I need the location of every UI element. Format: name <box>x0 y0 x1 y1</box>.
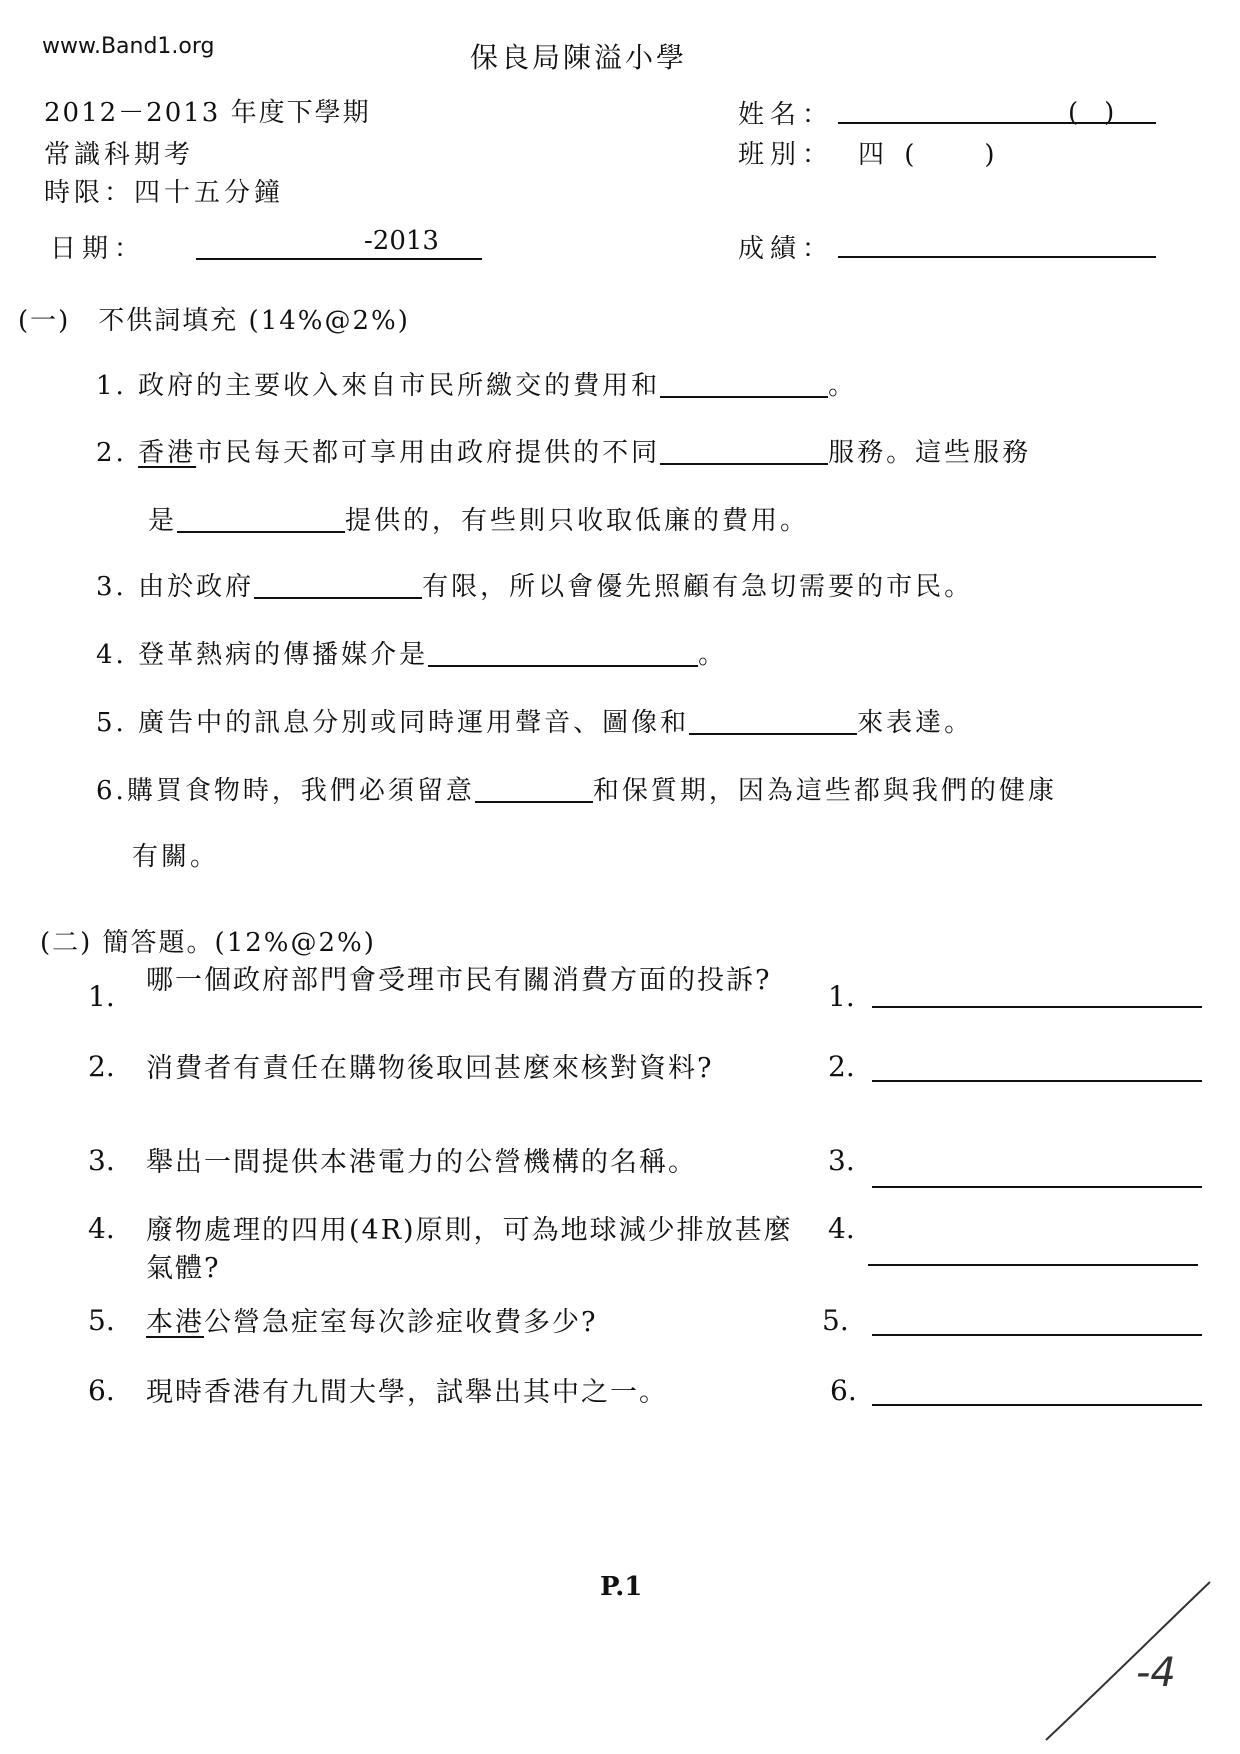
time-limit: 時限：四十五分鐘 <box>44 178 285 208</box>
q-text: 市民每天都可享用由政府提供的不同 <box>196 438 661 468</box>
answer-blank[interactable] <box>428 637 698 667</box>
watermark: www.Band1.org <box>42 34 215 59</box>
section1-q4 <box>96 634 727 671</box>
page-number: P.1 <box>600 1572 643 1602</box>
q-text: 提供的，有些則只收取低廉的費用。 <box>345 506 810 536</box>
class-number-paren: ( ) <box>1068 98 1115 128</box>
answer-line[interactable] <box>872 1184 1202 1188</box>
section1-q2-line2 <box>148 500 809 537</box>
q-text: 有限，所以會優先照顧有急切需要的市民。 <box>422 572 974 602</box>
answer-number: 3. <box>828 1144 855 1177</box>
answer-blank[interactable] <box>475 773 593 803</box>
grader-mark <box>1030 1570 1230 1750</box>
q-text: 廢物處理的四用(4R)原則，可為地球減少排放甚麼氣體? <box>146 1215 793 1284</box>
score-field[interactable] <box>838 226 1156 258</box>
q-text: 來表達。 <box>857 708 974 738</box>
score-label: 成績： <box>738 234 835 264</box>
q-text: 消費者有責任在購物後取回甚麼來核對資料? <box>146 1053 714 1084</box>
grader-score: -4 <box>1136 1650 1176 1696</box>
q-number: 5. <box>96 708 127 738</box>
class-label: 班別： <box>738 140 835 170</box>
answer-line[interactable] <box>868 1262 1198 1266</box>
term: 2012－2013 年度下學期 <box>44 98 371 128</box>
section1-q5 <box>96 702 973 739</box>
q-place-name: 香港 <box>138 438 197 468</box>
subject: 常識科期考 <box>44 140 195 170</box>
q-text: 政府的主要收入來自市民所繳交的費用和 <box>138 371 661 401</box>
q-end: 。 <box>828 371 858 401</box>
q-number: 1. <box>88 980 115 1013</box>
name-field[interactable] <box>838 92 1156 128</box>
q-number: 6. <box>96 776 127 806</box>
name-label: 姓名： <box>738 100 835 130</box>
answer-number: 6. <box>830 1374 857 1407</box>
q-text: 登革熱病的傳播媒介是 <box>138 640 429 670</box>
q-text: 廣告中的訊息分別或同時運用聲音、圖像和 <box>138 708 690 738</box>
answer-blank[interactable] <box>254 569 422 599</box>
answer-line[interactable] <box>872 1402 1202 1406</box>
q-place-name: 本港 <box>146 1307 204 1338</box>
q-number: 3. <box>96 572 127 602</box>
section1-q6-line1 <box>96 770 1057 807</box>
q-text: 是 <box>148 506 178 536</box>
q-number: 5. <box>88 1304 115 1337</box>
q-number: 6. <box>88 1374 115 1407</box>
q-number: 2. <box>96 438 127 468</box>
answer-blank[interactable] <box>660 368 828 398</box>
section1-title: (一) 不供詞填充 (14%@2%) <box>18 306 410 336</box>
section1-q6-line2: 有關。 <box>132 842 220 872</box>
q-end: 。 <box>698 640 728 670</box>
q-text <box>146 1304 816 1342</box>
section1-q3 <box>96 566 973 603</box>
q-text: 服務。這些服務 <box>828 438 1032 468</box>
answer-blank[interactable] <box>689 705 857 735</box>
q-number: 4. <box>88 1212 115 1245</box>
q-text: 舉出一間提供本港電力的公營機構的名稱。 <box>146 1147 697 1178</box>
section1-q2-line1 <box>96 432 1031 469</box>
q-number: 4. <box>96 640 127 670</box>
q-number: 2. <box>88 1050 115 1083</box>
section1-q1 <box>96 365 857 402</box>
q-text-body: 公營急症室每次診症收費多少? <box>204 1307 598 1338</box>
answer-line[interactable] <box>872 1332 1202 1336</box>
answer-line[interactable] <box>872 1078 1202 1082</box>
answer-number: 4. <box>828 1212 855 1245</box>
q-number: 1. <box>96 371 127 401</box>
q-text: 購買食物時，我們必須留意 <box>126 776 475 806</box>
answer-line[interactable] <box>872 1004 1202 1008</box>
date-year: -2013 <box>364 226 439 256</box>
date-field[interactable] <box>196 224 482 260</box>
grader-tick-stroke <box>1046 1582 1210 1740</box>
q-text: 和保質期，因為這些都與我們的健康 <box>592 776 1057 806</box>
answer-number: 1. <box>828 980 855 1013</box>
q-text: 現時香港有九間大學，試舉出其中之一。 <box>146 1377 668 1408</box>
answer-blank[interactable] <box>177 503 345 533</box>
school-name: 保良局陳溢小學 <box>470 41 688 74</box>
q-text: 由於政府 <box>138 572 255 602</box>
q-text: 哪一個政府部門會受理市民有關消費方面的投訴? <box>146 965 772 996</box>
answer-blank[interactable] <box>660 435 828 465</box>
answer-number: 2. <box>828 1050 855 1083</box>
q-number: 3. <box>88 1144 115 1177</box>
answer-number: 5. <box>822 1304 849 1337</box>
section2-title: (二) 簡答題。(12%@2%) <box>40 928 376 958</box>
date-label: 日期： <box>50 234 147 264</box>
class-field[interactable]: 四 ( ) <box>858 140 1001 170</box>
